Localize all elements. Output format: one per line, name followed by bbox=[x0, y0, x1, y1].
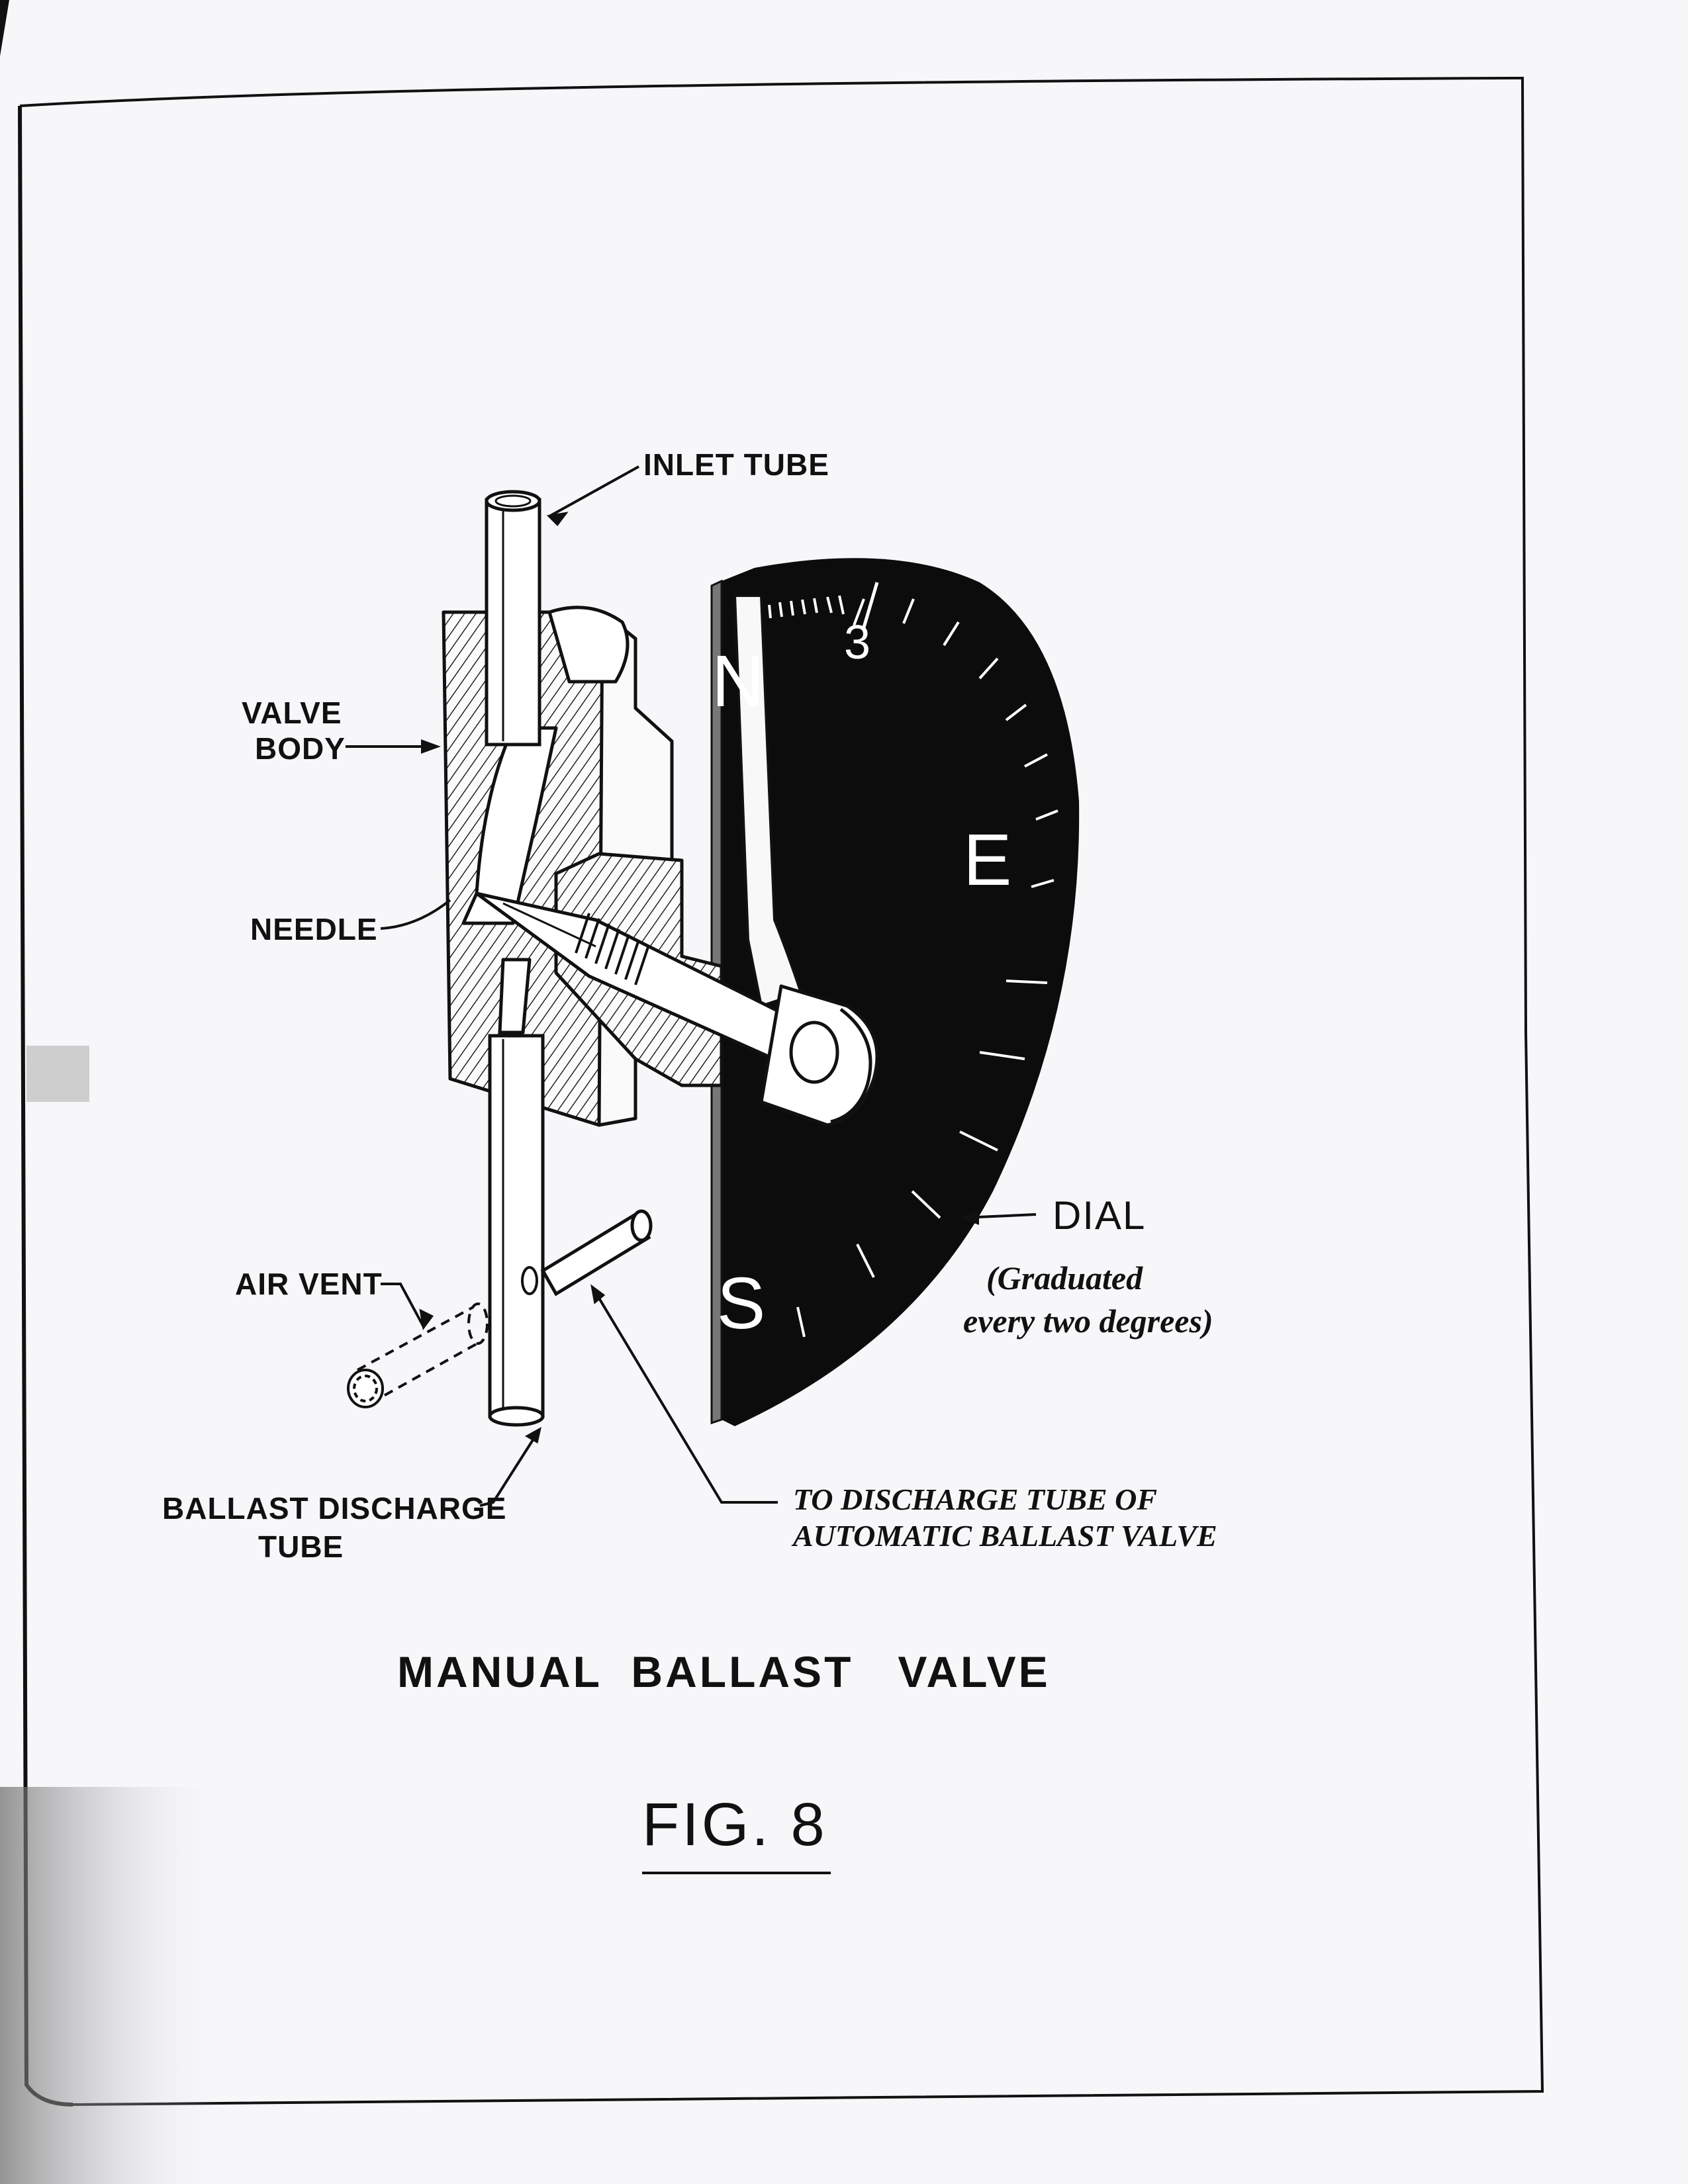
air-vent-end bbox=[348, 1370, 383, 1407]
dial-letter-n: N bbox=[712, 641, 765, 722]
dial-letter-e: E bbox=[963, 819, 1012, 901]
leader-needle bbox=[381, 900, 450, 929]
label-valve-body-line1: VALVE bbox=[242, 696, 342, 730]
label-air-vent: AIR VENT bbox=[235, 1267, 383, 1301]
label-to-discharge-line1: TO DISCHARGE TUBE OF bbox=[793, 1482, 1158, 1516]
label-to-discharge-line2: AUTOMATIC BALLAST VALVE bbox=[793, 1519, 1217, 1553]
label-dial-note-line2: every two degrees) bbox=[963, 1302, 1213, 1340]
label-valve-body-line2: BODY bbox=[255, 731, 346, 766]
ballast-discharge-tube bbox=[490, 1036, 543, 1425]
label-needle: NEEDLE bbox=[250, 912, 378, 946]
label-dial: DIAL bbox=[1053, 1193, 1147, 1238]
label-inlet-tube: INLET TUBE bbox=[643, 447, 829, 482]
dial-number-3: 3 bbox=[844, 616, 871, 669]
label-ballast-discharge-line2: TUBE bbox=[258, 1529, 344, 1564]
figure-title: MANUAL BALLAST VALVE bbox=[397, 1647, 1051, 1696]
dial-letter-s: S bbox=[717, 1263, 766, 1344]
valve-bore-lower bbox=[500, 960, 530, 1032]
leader-air-vent bbox=[381, 1284, 424, 1327]
inlet-tube bbox=[487, 492, 539, 745]
connector-tube bbox=[543, 1211, 651, 1294]
scan-mark bbox=[26, 1046, 89, 1102]
leader-inlet bbox=[549, 467, 639, 516]
label-dial-note-line1: (Graduated bbox=[986, 1259, 1143, 1297]
figure-number: FIG. 8 bbox=[642, 1791, 827, 1858]
corner-mark bbox=[0, 0, 9, 56]
scan-shadow bbox=[0, 1787, 225, 2184]
label-ballast-discharge-line1: BALLAST DISCHARGE bbox=[162, 1491, 507, 1525]
